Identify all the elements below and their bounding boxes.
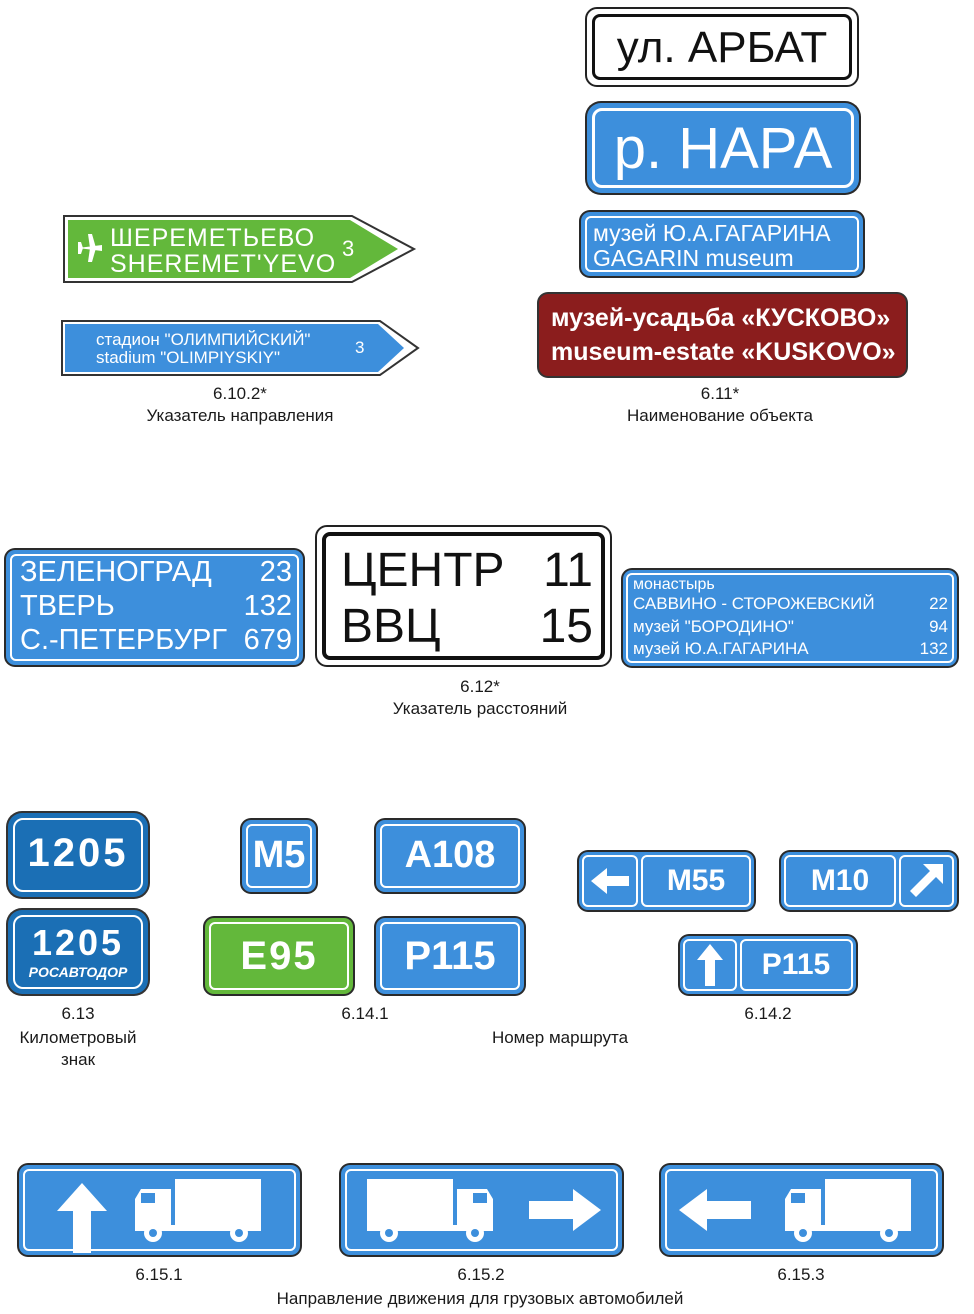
caption-km-sign-line1: Километровый — [19, 1028, 137, 1047]
sign-distances-left — [6, 550, 303, 665]
code-6-14-1: 6.14.1 — [341, 1004, 389, 1023]
gagarin-museum-line2: GAGARIN museum — [593, 245, 794, 271]
caption-truck-direction: Направление движения для грузовых автомобилей — [276, 1289, 684, 1308]
destination-distance: 23 — [259, 556, 292, 588]
destination-name: музей Ю.А.ГАГАРИНА — [633, 639, 809, 658]
destination-distance: 11 — [543, 544, 593, 597]
arrow-left-icon — [589, 866, 631, 896]
route-m55-left — [579, 852, 754, 910]
destination-distance: 132 — [919, 639, 948, 658]
route-number: M10 — [810, 864, 870, 897]
sign-truck-right — [341, 1165, 622, 1255]
truck-icon — [131, 1177, 263, 1243]
sign-truck-left — [661, 1165, 942, 1255]
code-6-11: 6.11* — [700, 384, 740, 403]
sheremetyevo-line2: SHEREMET'YEVO — [110, 250, 337, 278]
destination-distance: 679 — [243, 624, 292, 656]
sign-distances-right — [623, 570, 957, 666]
caption-object-name: Наименование объекта — [627, 406, 813, 425]
route-m10-right — [781, 852, 957, 910]
destination-name: САВВИНО - СТОРОЖЕВСКИЙ — [633, 594, 875, 613]
route-a108 — [376, 820, 524, 892]
code-6-15-1: 6.15.1 — [135, 1265, 183, 1284]
destination-name: музей "БОРОДИНО" — [633, 617, 794, 636]
caption-distance-indicator: Указатель расстояний — [392, 699, 568, 718]
distance-row — [341, 543, 593, 598]
monastery-label: монастырь — [633, 576, 715, 593]
truck-icon — [781, 1177, 913, 1243]
route-m5 — [242, 820, 316, 892]
olimpiyskiy-line2: stadium "OLIMPIYSKIY" — [96, 348, 281, 367]
destination-name: С.-ПЕТЕРБУРГ — [20, 624, 228, 656]
route-p115 — [376, 918, 524, 994]
route-number: P115 — [761, 948, 831, 981]
arrow-up-icon — [695, 942, 725, 988]
sheremetyevo-distance: 3 — [342, 236, 355, 261]
caption-km-sign-line2: знак — [60, 1050, 96, 1069]
destination-distance: 22 — [929, 594, 948, 613]
sign-gagarin-museum — [581, 212, 863, 276]
street-name: ул. АРБАТ — [616, 23, 828, 72]
arrow-left-icon — [677, 1187, 753, 1233]
route-number: A108 — [404, 834, 496, 876]
distance-row — [341, 599, 593, 654]
km-number: 1205 — [31, 922, 125, 963]
route-number: M55 — [666, 864, 726, 897]
destination-name: ТВЕРЬ — [20, 590, 115, 622]
route-number: E95 — [240, 934, 318, 978]
kuskovo-line2: museum-estate «KUSKOVO» — [551, 338, 896, 366]
destination-name: ЗЕЛЕНОГРАД — [20, 556, 212, 588]
distance-row — [633, 639, 948, 659]
sign-distances-center — [315, 525, 612, 667]
route-e95 — [205, 918, 353, 994]
sign-street-arbat — [585, 7, 859, 87]
route-number: P115 — [404, 934, 496, 978]
sign-km-1205 — [8, 813, 148, 897]
code-6-12: 6.12* — [460, 677, 500, 696]
distance-row — [20, 556, 292, 589]
truck-icon — [365, 1177, 497, 1243]
code-6-15-2: 6.15.2 — [457, 1265, 505, 1284]
sign-truck-straight — [19, 1165, 300, 1255]
destination-name: ЦЕНТР — [341, 544, 505, 597]
destination-distance: 94 — [929, 617, 948, 636]
caption-route-number: Номер маршрута — [491, 1028, 629, 1047]
destination-distance: 132 — [243, 590, 292, 622]
distance-row — [20, 624, 292, 657]
km-number: 1205 — [27, 831, 129, 875]
caption-direction-indicator: Указатель направления — [146, 406, 334, 425]
destination-name: ВВЦ — [341, 600, 441, 653]
sign-river-nara — [587, 103, 859, 193]
distance-row — [633, 594, 948, 614]
code-6-13: 6.13 — [61, 1004, 95, 1023]
olimpiyskiy-distance: 3 — [355, 338, 365, 357]
code-6-14-2: 6.14.2 — [744, 1004, 792, 1023]
arrow-up-icon — [55, 1181, 109, 1253]
distance-row — [633, 617, 948, 637]
airplane-icon — [74, 230, 106, 266]
gagarin-museum-line1: музей Ю.А.ГАГАРИНА — [593, 220, 831, 246]
distance-row — [20, 590, 292, 623]
rosavtodor-label: РОСАВТОДОР — [28, 964, 128, 980]
sign-km-rosavtodor — [8, 910, 148, 994]
code-6-15-3: 6.15.3 — [777, 1265, 825, 1284]
code-6-10-2: 6.10.2* — [213, 384, 267, 403]
arrow-up-right-icon — [907, 862, 947, 900]
route-number: M5 — [252, 834, 306, 876]
route-p115-up — [680, 936, 856, 994]
sheremetyevo-line1: ШЕРЕМЕТЬЕВО — [110, 224, 316, 252]
olimpiyskiy-line1: стадион "ОЛИМПИЙСКИЙ" — [96, 330, 311, 349]
destination-distance: 15 — [539, 600, 593, 653]
kuskovo-line1: музей-усадьба «КУСКОВО» — [551, 304, 891, 332]
sign-kuskovo-estate — [539, 294, 906, 376]
arrow-right-icon — [527, 1187, 603, 1233]
rosavtodor-label-strip — [14, 964, 142, 984]
river-name: р. НАРА — [613, 116, 833, 181]
